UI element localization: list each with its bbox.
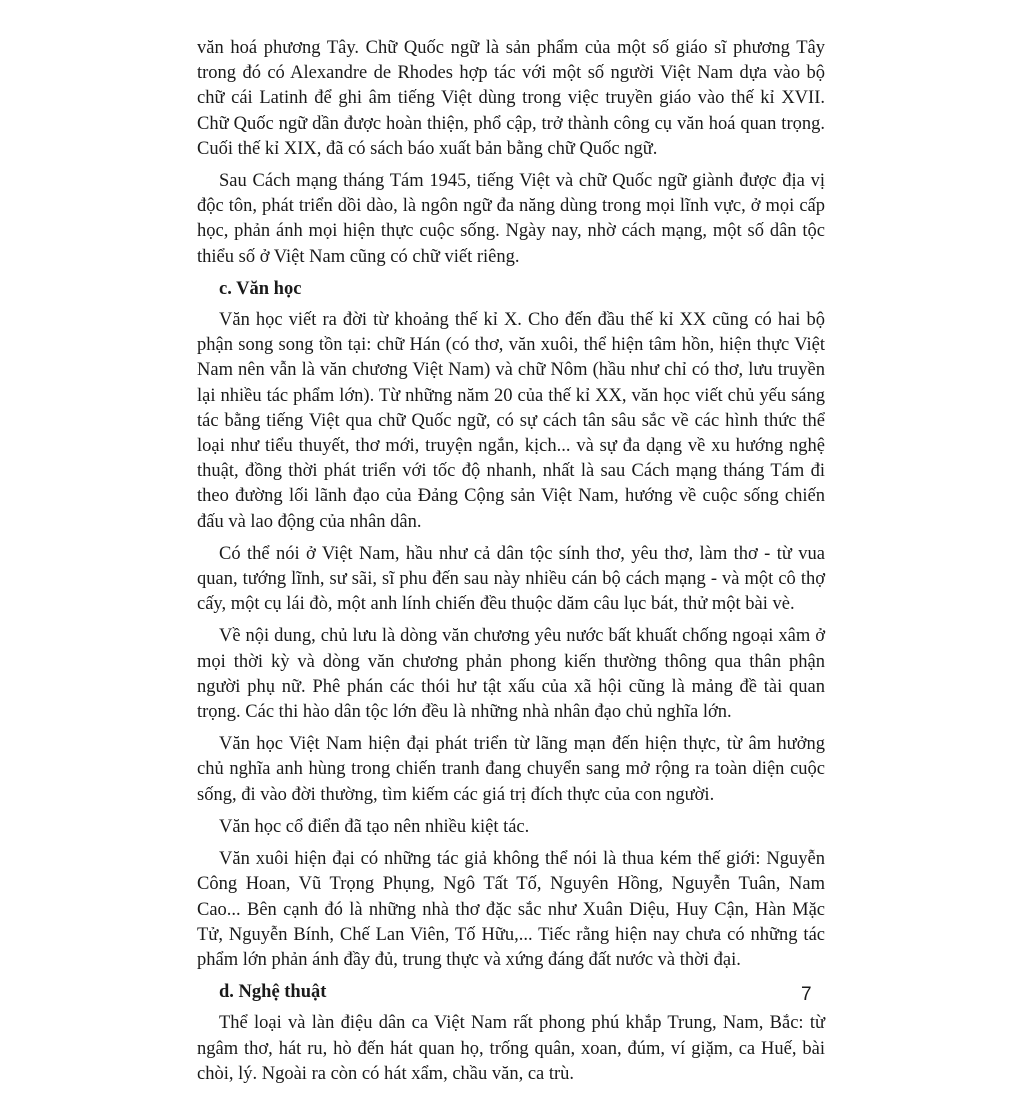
paragraph-van-hoc-co-dien: Văn học cổ điển đã tạo nên nhiều kiệt tác.	[219, 816, 530, 837]
page-number: 7	[801, 984, 812, 1005]
paragraph-dan-ca: Thể loại và làn điệu dân ca Việt Nam rất phong phú khắp Trung, Nam, Bắc: từ ngâm thơ, hát ru, hò đến hát quan họ, trống quân, xoan, đúm, ví giặm, ca Huế, bài chòi, lý. Ngoài ra còn có hát xẩm, chầu văn, ca trù.	[197, 1013, 825, 1084]
paragraph-sau-cach-mang: Sau Cách mạng tháng Tám 1945, tiếng Việt và chữ Quốc ngữ giành được địa vị độc tôn, phát triển dồi dào, là ngôn ngữ đa năng dùng trong mọi lĩnh vực, ở mọi cấp học, phản ánh mọi hiện thực cuộc sống. Ngày nay, nhờ cách mạng, một số dân tộc thiểu số ở Việt Nam cũng có chữ viết riêng.	[197, 171, 825, 267]
page-body	[197, 36, 825, 1094]
paragraph-van-hoc-hien-dai: Văn học Việt Nam hiện đại phát triển từ lãng mạn đến hiện thực, từ âm hưởng chủ nghĩa anh hùng trong chiến tranh đang chuyển sang mở rộng ra toàn diện cuộc sống, đi vào đời thường, tìm kiếm các giá trị đích thực của con người.	[197, 734, 825, 805]
paragraph-sinh-tho: Có thể nói ở Việt Nam, hầu như cả dân tộc sính thơ, yêu thơ, làm thơ - từ vua quan, tướng lĩnh, sư sãi, sĩ phu đến sau này nhiều cán bộ cách mạng - và một cô thợ cấy, một cụ lái đò, một anh lính chiến đều thuộc dăm câu lục bát, thử một bài vè.	[197, 543, 825, 615]
paragraph-van-xuoi-hien-dai: Văn xuôi hiện đại có những tác giả không thể nói là thua kém thế giới: Nguyễn Công Hoan, Vũ Trọng Phụng, Ngô Tất Tố, Nguyên Hồng, Nguyễn Tuân, Nam Cao... Bên cạnh đó là những nhà thơ đặc sắc như Xuân Diệu, Huy Cận, Hàn Mặc Tử, Nguyễn Bính, Chế Lan Viên, Tố Hữu,... Tiếc rằng hiện nay chưa có những tác phẩm lớn phản ánh đầy đủ, trung thực và xứng đáng đất nước và thời đại.	[197, 849, 825, 970]
paragraph-noi-dung: Về nội dung, chủ lưu là dòng văn chương yêu nước bất khuất chống ngoại xâm ở mọi thời kỳ và dòng văn chương phản phong kiến thường thông qua thân phận người phụ nữ. Phê phán các thói hư tật xấu của xã hội cũng là mảng đề tài quan trọng. Các thi hào dân tộc lớn đều là những nhà nhân đạo chủ nghĩa lớn.	[197, 626, 825, 723]
paragraph-chu-quoc-ngu: văn hoá phương Tây. Chữ Quốc ngữ là sản phẩm của một số giáo sĩ phương Tây trong đó có Alexandre de Rhodes hợp tác với một số người Việt Nam dựa vào bộ chữ cái Latinh để ghi âm tiếng Việt dùng trong việc truyền giáo vào thế kỉ XVII. Chữ Quốc ngữ dần được hoàn thiện, phổ cập, trở thành công cụ văn hoá quan trọng. Cuối thế kỉ XIX, đã có sách báo xuất bản bằng chữ Quốc ngữ.	[197, 38, 825, 159]
section-heading-nghe-thuat: d. Nghệ thuật	[219, 982, 327, 1003]
section-heading-van-hoc: c. Văn học	[219, 278, 302, 299]
paragraph-van-hoc-viet: Văn học viết ra đời từ khoảng thế kỉ X. Cho đến đầu thế kỉ XX cũng có hai bộ phận song song tồn tại: chữ Hán (có thơ, văn xuôi, thể hiện tâm hồn, hiện thực Việt Nam nên vẫn là văn chương Việt Nam) và chữ Nôm (hầu như chỉ có thơ, lưu truyền lại nhiều tác phẩm lớn). Từ những năm 20 của thế kỉ XX, văn học viết chủ yếu sáng tác bằng tiếng Việt qua chữ Quốc ngữ, có sự cách tân sâu sắc về các hình thức thể loại như tiểu thuyết, thơ mới, truyện ngắn, kịch... và sự đa dạng về xu hướng nghệ thuật, đồng thời phát triển với tốc độ nhanh, nhất là sau Cách mạng tháng Tám đi theo đường lối lãnh đạo của Đảng Cộng sản Việt Nam, hướng về cuộc sống chiến đấu và lao động của nhân dân.	[197, 310, 825, 532]
